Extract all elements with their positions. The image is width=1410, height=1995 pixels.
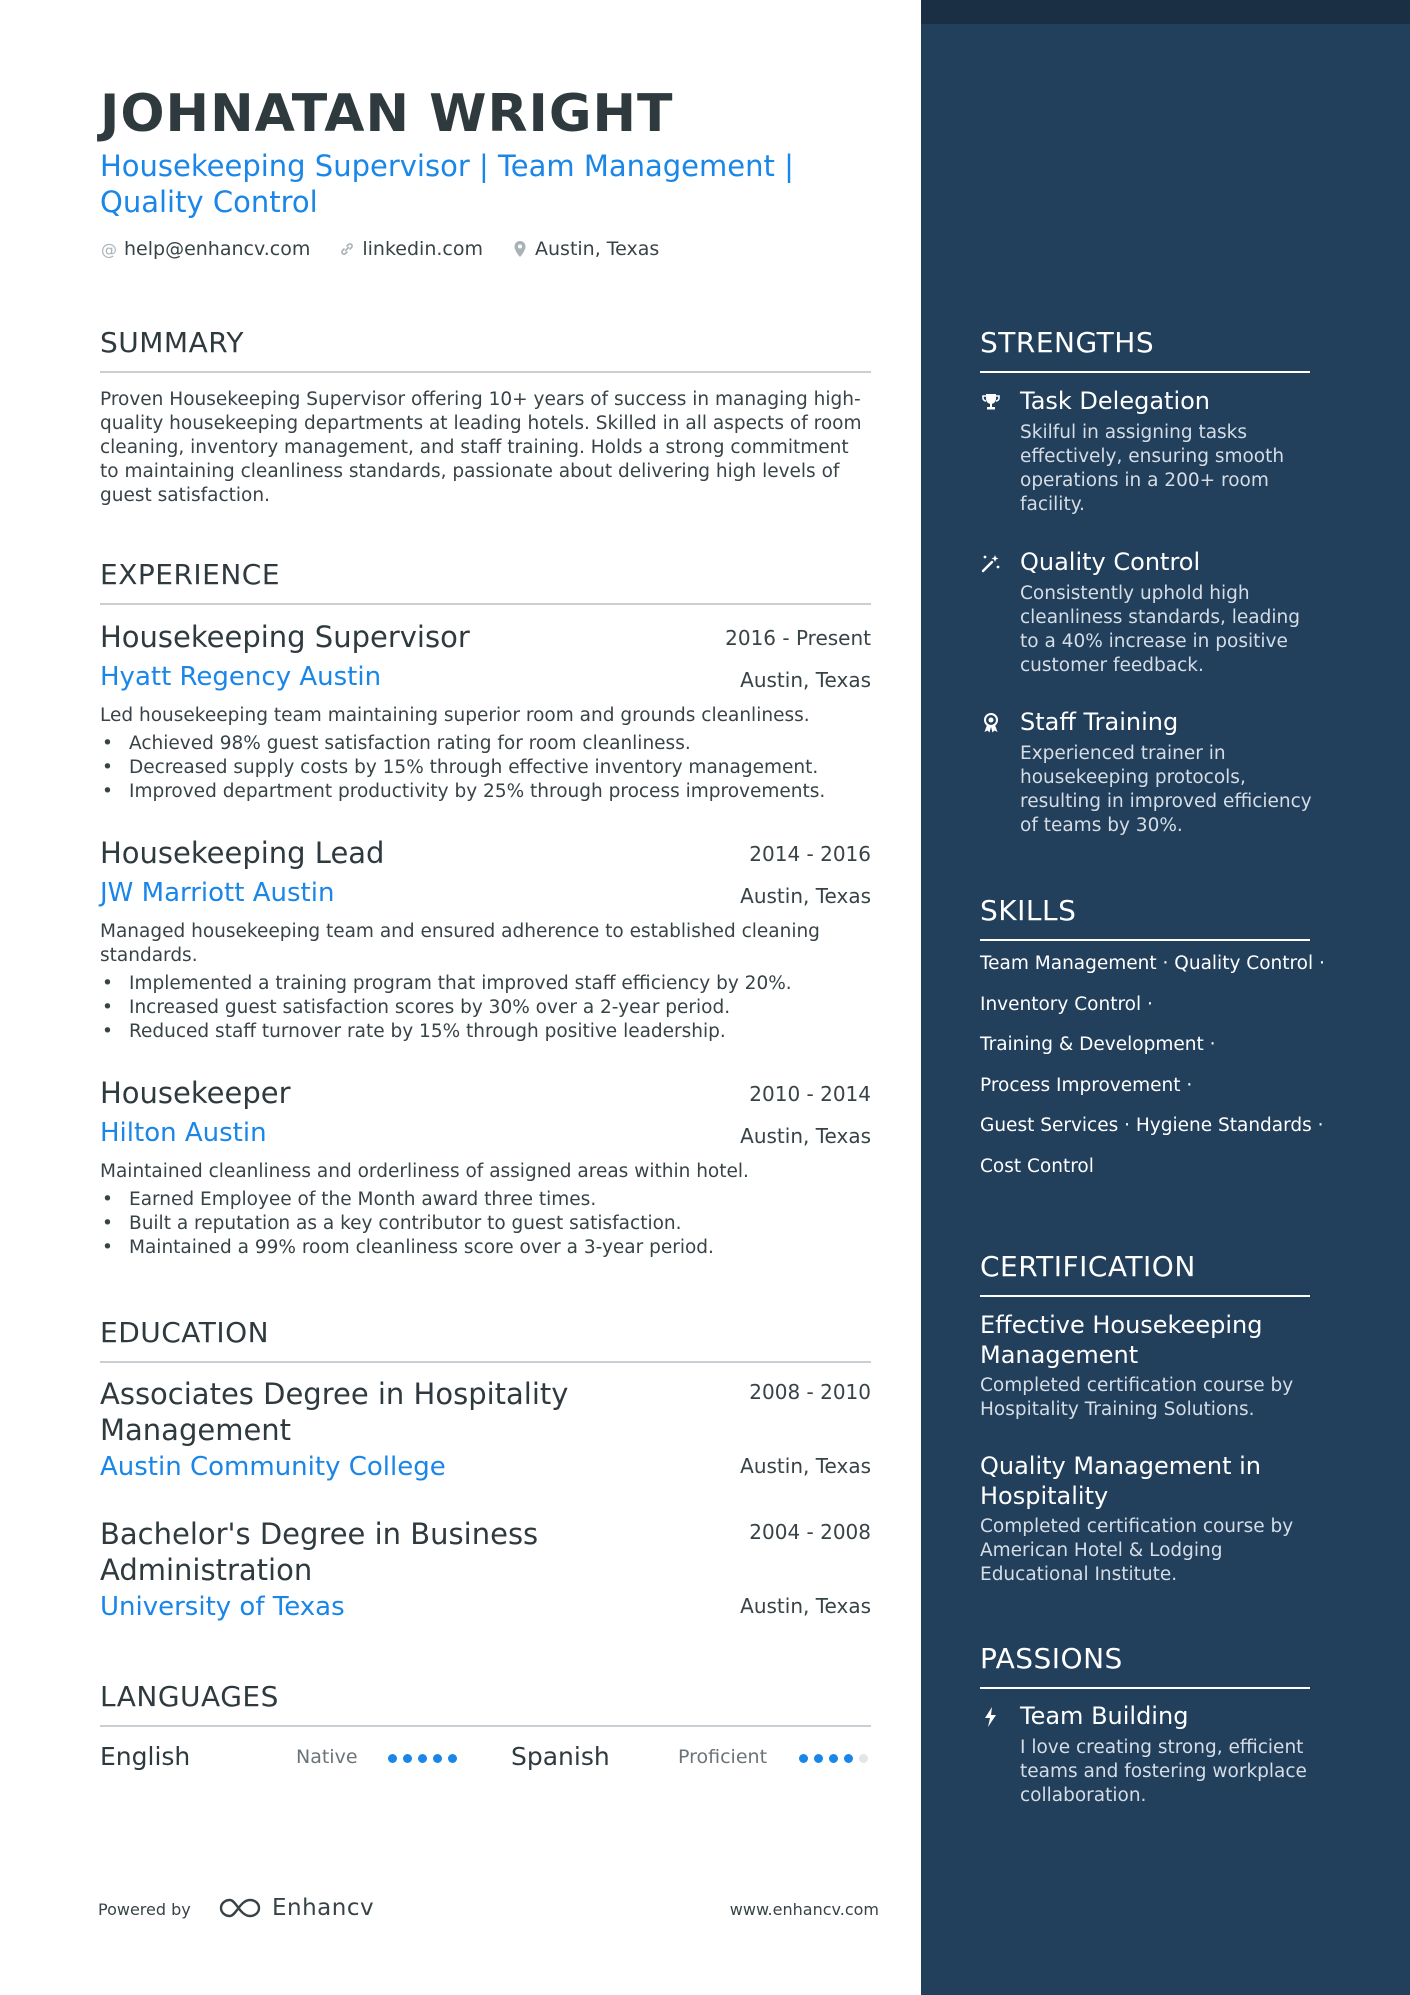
skills-heading: SKILLS <box>980 894 1310 941</box>
experience-item <box>100 1076 871 1260</box>
language-item <box>511 1740 871 1776</box>
job-bullet: • Achieved 98% guest satisfaction rating for room cleanliness. <box>100 732 871 756</box>
magic-wand-icon <box>980 552 1002 574</box>
education-school[interactable]: University of Texas <box>100 1592 345 1622</box>
language-rating <box>799 1754 868 1763</box>
skill-line: Cost Control <box>980 1155 1094 1177</box>
job-bullets <box>100 972 871 1044</box>
strengths-heading: STRENGTHS <box>980 326 1310 373</box>
experience-item <box>100 836 871 1044</box>
education-dates: 2004 - 2008 <box>749 1520 871 1544</box>
certification-item <box>980 1310 1310 1422</box>
job-dates: 2016 - Present <box>725 626 871 650</box>
job-company[interactable]: JW Marriott Austin <box>100 878 335 908</box>
strength-item <box>980 387 1320 517</box>
passion-item <box>980 1702 1320 1808</box>
language-level: Proficient <box>678 1746 768 1768</box>
certification-description: Completed certification course by Hospitality Training Solutions. <box>980 1375 1294 1420</box>
job-bullets <box>100 1188 871 1260</box>
education-item <box>100 1516 871 1622</box>
contact-row <box>100 238 659 260</box>
passion-description: I love creating strong, efficient teams and fostering workplace collaboration. <box>1020 1737 1307 1806</box>
strength-item <box>980 548 1320 678</box>
rating-dot-filled <box>388 1754 397 1763</box>
rating-dot-empty <box>859 1754 868 1763</box>
job-bullets <box>100 732 871 804</box>
job-role: Housekeeping Supervisor <box>100 620 470 654</box>
contact-email[interactable] <box>100 238 310 260</box>
certification-heading: CERTIFICATION <box>980 1250 1310 1297</box>
trophy-icon <box>980 391 1002 413</box>
powered-by-label: Powered by <box>98 1900 191 1919</box>
job-description: Led housekeeping team maintaining superior room and grounds cleanliness. <box>100 705 810 726</box>
skill-line: Process Improvement · <box>980 1074 1193 1096</box>
job-bullet: • Built a reputation as a key contributor to guest satisfaction. <box>100 1212 871 1236</box>
job-dates: 2014 - 2016 <box>749 842 871 866</box>
summary-heading: SUMMARY <box>100 326 871 373</box>
job-bullet: • Earned Employee of the Month award three times. <box>100 1188 871 1212</box>
strength-description: Skilful in assigning tasks effectively, ensuring smooth operations in a 200+ room facility. <box>1020 422 1285 515</box>
award-ribbon-icon <box>980 712 1002 734</box>
skill-line: Team Management · Quality Control · <box>980 953 1325 974</box>
language-rating <box>388 1754 457 1763</box>
education-heading: EDUCATION <box>100 1316 871 1363</box>
job-description: Managed housekeeping team and ensured adherence to established cleaning standards. <box>100 921 820 966</box>
candidate-name: JOHNATAN WRIGHT <box>100 84 674 144</box>
strength-description: Experienced trainer in housekeeping protocols, resulting in improved efficiency of teams by 30%. <box>1020 743 1312 836</box>
strength-title: Staff Training <box>1020 708 1179 736</box>
languages-heading: LANGUAGES <box>100 1680 871 1727</box>
location-pin-icon <box>511 240 529 258</box>
job-company[interactable]: Hyatt Regency Austin <box>100 662 382 692</box>
education-degree: Associates Degree in Hospitality Management <box>100 1377 569 1447</box>
education-location: Austin, Texas <box>740 1594 871 1618</box>
rating-dot-filled <box>403 1754 412 1763</box>
summary-text: Proven Housekeeping Supervisor offering 10+ years of success in managing high-quality housekeeping departments at leading hotels. Skilled in all aspects of room cleaning, inventory management, and staff training. Holds a strong commitment to maintaining cleanliness standards, passionate about delivering high levels of guest satisfaction. <box>100 389 862 506</box>
job-bullet: • Improved department productivity by 25% through process improvements. <box>100 780 871 804</box>
experience-heading: EXPERIENCE <box>100 558 871 605</box>
experience-item <box>100 620 871 804</box>
certification-item <box>980 1451 1310 1587</box>
education-location: Austin, Texas <box>740 1454 871 1478</box>
job-bullet: • Increased guest satisfaction scores by 30% over a 2-year period. <box>100 996 871 1020</box>
footer <box>98 1894 879 1924</box>
certification-title: Effective Housekeeping Management <box>980 1311 1263 1369</box>
job-bullet: • Implemented a training program that improved staff efficiency by 20%. <box>100 972 871 996</box>
job-bullet: • Decreased supply costs by 15% through effective inventory management. <box>100 756 871 780</box>
skill-line: Training & Development · <box>980 1034 1216 1055</box>
contact-linkedin[interactable] <box>338 238 483 260</box>
contact-location <box>511 238 659 260</box>
link-icon <box>338 240 356 258</box>
strength-item <box>980 708 1320 838</box>
at-icon: @ <box>101 239 117 259</box>
job-location: Austin, Texas <box>740 668 871 692</box>
skill-line: Guest Services · Hygiene Standards · <box>980 1115 1324 1136</box>
job-role: Housekeeping Lead <box>100 836 385 870</box>
passions-heading: PASSIONS <box>980 1642 1310 1689</box>
enhancv-logo-icon <box>216 1894 264 1922</box>
language-item <box>100 1740 480 1776</box>
strength-title: Task Delegation <box>1020 387 1211 415</box>
job-role: Housekeeper <box>100 1076 291 1110</box>
linkedin-text: linkedin.com <box>362 238 483 260</box>
rating-dot-filled <box>448 1754 457 1763</box>
rating-dot-filled <box>418 1754 427 1763</box>
location-text: Austin, Texas <box>535 238 660 260</box>
job-dates: 2010 - 2014 <box>749 1082 871 1106</box>
certification-title: Quality Management in Hospitality <box>980 1452 1261 1510</box>
job-bullet: • Maintained a 99% room cleanliness score over a 3-year period. <box>100 1236 871 1260</box>
lightning-icon <box>980 1706 1002 1728</box>
job-location: Austin, Texas <box>740 1124 871 1148</box>
language-level: Native <box>296 1746 358 1768</box>
candidate-title: Housekeeping Supervisor | Team Management | Quality Control <box>100 149 794 219</box>
enhancv-brand: Enhancv <box>272 1895 375 1921</box>
languages-row <box>100 1740 871 1776</box>
job-company[interactable]: Hilton Austin <box>100 1118 267 1148</box>
education-dates: 2008 - 2010 <box>749 1380 871 1404</box>
footer-url[interactable]: www.enhancv.com <box>729 1900 879 1919</box>
strength-title: Quality Control <box>1020 548 1201 576</box>
passion-title: Team Building <box>1020 1702 1189 1730</box>
rating-dot-filled <box>799 1754 808 1763</box>
rating-dot-filled <box>829 1754 838 1763</box>
skills-list <box>980 952 1340 1195</box>
job-bullet: • Reduced staff turnover rate by 15% through positive leadership. <box>100 1020 871 1044</box>
sidebar-top-strip <box>921 0 1410 24</box>
language-name: Spanish <box>511 1742 610 1771</box>
email-text: help@enhancv.com <box>124 238 311 260</box>
language-name: English <box>100 1742 191 1771</box>
certification-description: Completed certification course by American Hotel & Lodging Educational Institute. <box>980 1516 1294 1585</box>
education-item <box>100 1376 871 1482</box>
rating-dot-filled <box>844 1754 853 1763</box>
rating-dot-filled <box>814 1754 823 1763</box>
strength-description: Consistently uphold high cleanliness standards, leading to a 40% increase in positive customer feedback. <box>1020 583 1300 676</box>
job-description: Maintained cleanliness and orderliness of assigned areas within hotel. <box>100 1161 749 1182</box>
education-degree: Bachelor's Degree in Business Administration <box>100 1517 539 1587</box>
enhancv-logo[interactable] <box>216 1894 374 1922</box>
job-location: Austin, Texas <box>740 884 871 908</box>
education-school[interactable]: Austin Community College <box>100 1452 446 1482</box>
rating-dot-filled <box>433 1754 442 1763</box>
skill-line: Inventory Control · <box>980 993 1153 1015</box>
